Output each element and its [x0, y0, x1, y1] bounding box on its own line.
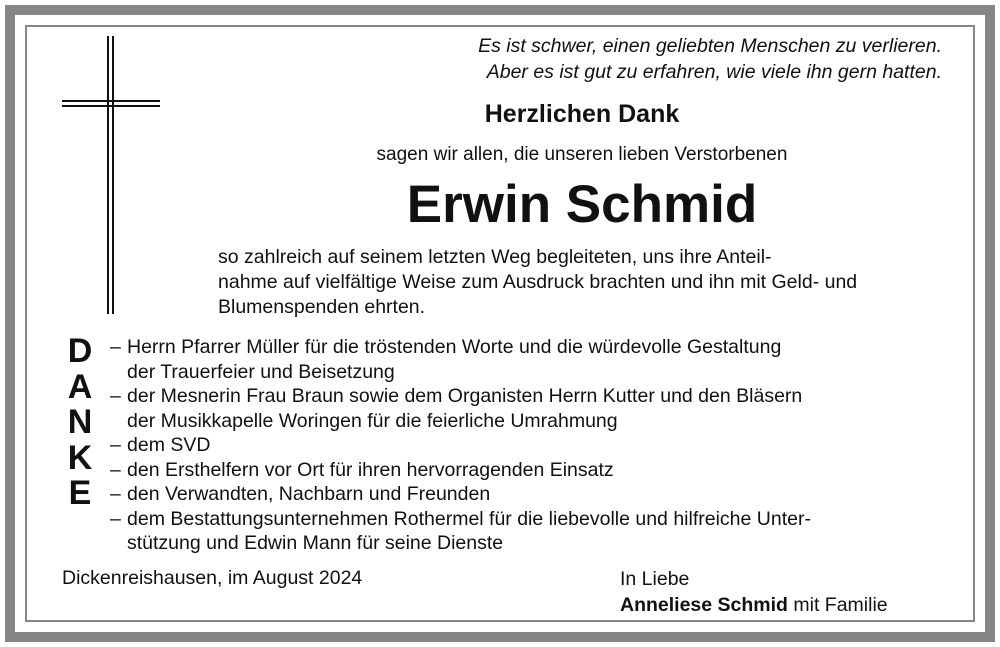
- thanks-item: [110, 507, 811, 556]
- thanks-item: [110, 384, 811, 433]
- quote-line: Es ist schwer, einen geliebten Menschen zu verlieren.: [478, 35, 942, 57]
- danke-letter: D: [67, 332, 93, 370]
- danke-letter: E: [68, 474, 92, 512]
- danke-letter: N: [67, 403, 93, 441]
- paragraph-line: nahme auf vielfältige Weise zum Ausdruck brachten und ihn mit Geld- und: [218, 271, 858, 293]
- thanks-line: – Herrn Pfarrer Müller für die tröstenden Worte und die würdevolle Gestaltung: [127, 336, 782, 358]
- cross-horizontal-beam: [62, 100, 160, 107]
- signature-line: [620, 592, 888, 618]
- signature: [620, 566, 888, 618]
- paragraph-line: Blumenspenden ehrten.: [218, 296, 426, 318]
- danke-letter: A: [67, 367, 93, 406]
- gratitude-paragraph: [218, 245, 978, 320]
- place-date: Dickenreishausen, im August 2024: [62, 567, 363, 589]
- quote-line: Aber es ist gut zu erfahren, wie viele ihn gern hatten.: [486, 61, 942, 83]
- thanks-line: – dem SVD: [127, 434, 211, 456]
- deceased-name: Erwin Schmid: [406, 175, 758, 234]
- thanks-line: – dem Bestattungsunternehmen Rothermel für die liebevolle und hilfreiche Unter-: [127, 507, 811, 530]
- thanks-line: – der Mesnerin Frau Braun sowie dem Organisten Herrn Kutter und den Bläsern: [127, 385, 803, 407]
- cross-vertical-beam: [107, 36, 114, 314]
- thanks-list: [110, 335, 811, 556]
- intro-text: sagen wir allen, die unseren lieben Verstorbenen: [376, 144, 788, 165]
- paragraph-line: so zahlreich auf seinem letzten Weg begleiteten, uns ihre Anteil-: [218, 246, 772, 268]
- thanks-item: [110, 433, 811, 458]
- thanks-line: – den Verwandten, Nachbarn und Freunden: [127, 483, 491, 505]
- signature-suffix: mit Familie: [787, 594, 888, 616]
- danke-letter: K: [67, 438, 93, 477]
- thanks-line: der Trauerfeier und Beisetzung: [127, 360, 395, 383]
- thanks-line: stützung und Edwin Mann für seine Dienste: [127, 532, 504, 554]
- danke-vertical: [62, 334, 98, 512]
- thanks-line: der Musikkapelle Woringen für die feierliche Umrahmung: [127, 409, 618, 432]
- thanks-item: [110, 335, 811, 384]
- signature-intro: In Liebe: [620, 568, 690, 590]
- thanks-line: – den Ersthelfern vor Ort für ihren hervorragenden Einsatz: [127, 458, 614, 481]
- quote: [478, 33, 942, 85]
- signature-name: Anneliese Schmid: [620, 594, 788, 616]
- thanks-item: [110, 482, 811, 507]
- thanks-item: [110, 458, 811, 483]
- heading: Herzlichen Dank: [484, 100, 680, 128]
